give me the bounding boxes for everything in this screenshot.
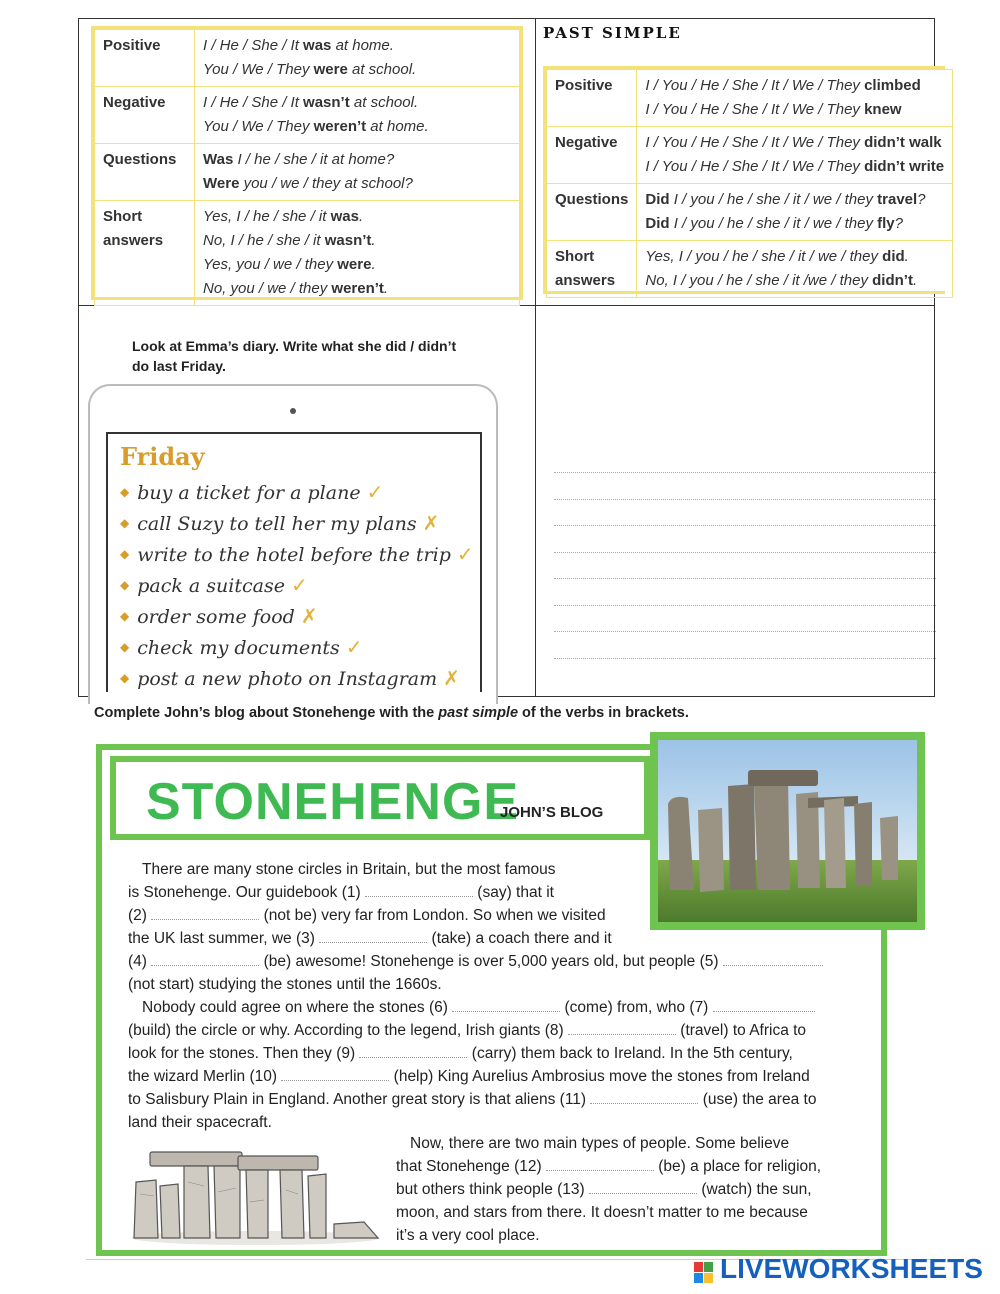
answer-line-input[interactable] xyxy=(554,578,936,579)
was-were-grammar-table xyxy=(91,26,523,300)
blog-text: (2) xyxy=(128,907,147,924)
blog-line xyxy=(128,881,823,904)
blog-text: (carry) them back to Ireland. In the 5th century, xyxy=(471,1045,793,1062)
diary-item-text: check my documents xyxy=(137,637,340,659)
grammar-row-label: Questions xyxy=(547,184,637,241)
diary-item-text: write to the hotel before the trip xyxy=(137,544,451,566)
grammar-keyword: didn’t walk xyxy=(864,134,942,151)
grammar-example-line xyxy=(645,212,944,236)
cross-mark-icon: ✗ xyxy=(443,666,460,690)
blog-line xyxy=(128,996,816,1019)
grammar-example-line xyxy=(203,253,511,277)
grammar-example-line xyxy=(645,74,944,98)
grammar-text: I / He / She / It xyxy=(203,94,304,111)
grammar-example-line xyxy=(203,277,511,301)
grammar-text: . xyxy=(904,248,909,265)
grammar-row xyxy=(547,184,953,241)
blog-text: (build) the circle or why. According to the legend, Irish giants (8) xyxy=(128,1022,564,1039)
grammar-example-line xyxy=(203,148,511,172)
grammar-row-examples xyxy=(195,144,520,201)
grammar-example-line xyxy=(645,131,944,155)
blank-2-input[interactable] xyxy=(151,908,259,920)
grammar-text: I / You / He / She / It / We / They xyxy=(645,158,865,175)
blog-text: that Stonehenge (12) xyxy=(396,1158,542,1175)
grammar-example-line xyxy=(645,188,944,212)
blank-8-input[interactable] xyxy=(568,1023,676,1035)
blog-line: moon, and stars from there. It doesn’t matter to me because xyxy=(396,1204,808,1221)
grammar-keyword: were xyxy=(313,61,348,78)
grammar-text: I / you / he / she / it / we / they xyxy=(669,191,878,208)
diary-item xyxy=(120,571,474,602)
grammar-text: I / You / He / She / It / We / They xyxy=(645,101,865,118)
blog-text: (help) King Aurelius Ambrosius move the stones from Ireland xyxy=(393,1068,810,1085)
grammar-keyword: did xyxy=(882,248,905,265)
blog-text: (be) awesome! Stonehenge is over 5,000 years old, but people (5) xyxy=(263,953,719,970)
grammar-text: at school. xyxy=(347,61,417,78)
grammar-example-line xyxy=(203,58,511,82)
grammar-row-examples xyxy=(637,184,953,241)
grammar-keyword: was xyxy=(330,208,359,225)
blog-text: (watch) the sun, xyxy=(701,1181,812,1198)
answer-line-input[interactable] xyxy=(554,658,936,659)
blog-text: look for the stones. Then they (9) xyxy=(128,1045,356,1062)
grammar-example-line xyxy=(203,229,511,253)
blog-text: the wizard Merlin (10) xyxy=(128,1068,278,1085)
grammar-row-label: Short answers xyxy=(547,241,637,298)
grammar-keyword: Were xyxy=(203,175,240,192)
blog-paragraph-1 xyxy=(128,858,823,996)
blog-line xyxy=(396,1155,821,1178)
answer-line-input[interactable] xyxy=(554,499,936,500)
blog-line xyxy=(128,1088,816,1111)
answer-line-input[interactable] xyxy=(554,525,936,526)
bullet-diamond-icon: ◆ xyxy=(120,640,130,654)
past-simple-title: PAST SIMPLE xyxy=(543,24,682,42)
grammar-example-line xyxy=(203,91,511,115)
grammar-example-line xyxy=(645,155,944,179)
check-mark-icon: ✓ xyxy=(290,573,308,597)
blog-line: There are many stone circles in Britain, but the most famous xyxy=(142,861,556,878)
diary-item-text: pack a suitcase xyxy=(137,575,285,597)
blog-line: land their spacecraft. xyxy=(128,1114,272,1131)
blank-9-input[interactable] xyxy=(359,1046,467,1058)
grammar-row xyxy=(547,70,953,127)
blog-line xyxy=(128,1042,816,1065)
grammar-example-line xyxy=(645,98,944,122)
grammar-keyword: wasn’t xyxy=(303,94,350,111)
grammar-row xyxy=(547,127,953,184)
blank-7-input[interactable] xyxy=(713,1000,815,1012)
grammar-row xyxy=(95,201,520,306)
diary-item-text: call Suzy to tell her my plans xyxy=(137,513,417,535)
grammar-row-examples xyxy=(195,87,520,144)
grammar-example-line xyxy=(645,269,944,293)
check-mark-icon: ✓ xyxy=(345,635,363,659)
blog-text: (say) that it xyxy=(477,884,554,901)
grammar-keyword: didn’t xyxy=(872,272,913,289)
blog-line xyxy=(128,927,823,950)
grammar-text: No, you / we / they xyxy=(203,280,332,297)
answer-line-input[interactable] xyxy=(554,472,936,473)
grammar-text: No, I / he / she / it xyxy=(203,232,325,249)
diary-item-text: buy a ticket for a plane xyxy=(137,482,361,504)
blog-line xyxy=(396,1178,821,1201)
blog-header-box xyxy=(110,756,650,840)
grammar-text: ? xyxy=(894,215,903,232)
answer-line-input[interactable] xyxy=(554,605,936,606)
blog-instruction xyxy=(94,703,689,723)
blog-line xyxy=(128,950,823,973)
bottom-right-cell-frame xyxy=(535,305,935,697)
grammar-keyword: weren’t xyxy=(331,280,384,297)
blog-line: (not start) studying the stones until the 1660s. xyxy=(128,976,442,993)
diary-item xyxy=(120,540,474,571)
diary-item-text: order some food xyxy=(137,606,295,628)
grammar-keyword: wasn’t xyxy=(324,232,372,249)
grammar-example-line xyxy=(645,245,944,269)
blank-13-input[interactable] xyxy=(589,1182,697,1194)
grammar-text: . xyxy=(912,272,918,289)
grammar-row xyxy=(95,144,520,201)
grammar-row-label: Negative xyxy=(95,87,195,144)
grammar-text: I / he / she / it at home? xyxy=(233,151,395,168)
blog-instruction-em: past simple xyxy=(438,705,519,721)
grammar-keyword: fly xyxy=(877,215,895,232)
grammar-row-examples xyxy=(195,201,520,306)
blog-instruction-post: of the verbs in brackets. xyxy=(518,705,689,721)
cross-mark-icon: ✗ xyxy=(300,604,318,628)
grammar-row-examples xyxy=(637,127,953,184)
grammar-keyword: climbed xyxy=(864,77,921,94)
tablet-camera-icon xyxy=(290,408,296,414)
blank-4-input[interactable] xyxy=(151,954,259,966)
grammar-row-examples xyxy=(637,70,953,127)
grammar-keyword: Did xyxy=(645,191,670,208)
bullet-diamond-icon: ◆ xyxy=(120,485,130,499)
grammar-text: No, I / you / he / she / it /we / they xyxy=(645,272,873,289)
diary-instruction-line1: Look at Emma’s diary. Write what she did / didn’t xyxy=(132,338,457,354)
grammar-row-label: Positive xyxy=(547,70,637,127)
blank-3-input[interactable] xyxy=(319,931,427,943)
bullet-diamond-icon: ◆ xyxy=(120,671,130,685)
grammar-example-line xyxy=(203,34,511,58)
grammar-row-examples xyxy=(637,241,953,298)
stonehenge-illustration xyxy=(128,1142,384,1246)
blog-paragraph-3 xyxy=(396,1132,821,1247)
bullet-diamond-icon: ◆ xyxy=(120,609,130,623)
grammar-keyword: was xyxy=(303,37,332,54)
grammar-keyword: were xyxy=(337,256,372,273)
blog-line: it’s a very cool place. xyxy=(396,1227,540,1244)
grammar-row-label: Positive xyxy=(95,30,195,87)
blog-text: Nobody could agree on where the stones (6) xyxy=(142,999,448,1016)
grammar-keyword: weren’t xyxy=(313,118,367,135)
blank-1-input[interactable] xyxy=(365,885,473,897)
diary-day-heading: Friday xyxy=(120,442,205,471)
grammar-text: at home. xyxy=(331,37,394,54)
check-mark-icon: ✓ xyxy=(366,480,384,504)
grammar-keyword: Was xyxy=(203,151,234,168)
answer-line-input[interactable] xyxy=(554,552,936,553)
grammar-text: You / We / They xyxy=(203,118,314,135)
blog-text: (be) a place for religion, xyxy=(658,1158,822,1175)
grammar-row xyxy=(547,241,953,298)
liveworksheets-logo-icon xyxy=(694,1262,714,1284)
blog-text: (use) the area to xyxy=(702,1091,817,1108)
diary-instruction-line2: do last Friday. xyxy=(132,358,226,374)
blog-text: (travel) to Africa to xyxy=(680,1022,807,1039)
grammar-keyword: Did xyxy=(645,215,670,232)
blog-paragraph-2 xyxy=(128,996,816,1134)
grammar-keyword: knew xyxy=(864,101,902,118)
blog-text: (come) from, who (7) xyxy=(564,999,709,1016)
blog-text: (take) a coach there and it xyxy=(431,930,612,947)
grammar-text: Yes, I / you / he / she / it / we / they xyxy=(645,248,883,265)
grammar-text: I / you / he / she / it / we / they xyxy=(669,215,878,232)
blog-text: but others think people (13) xyxy=(396,1181,585,1198)
grammar-text: . xyxy=(371,232,376,249)
grammar-row-label: Short answers xyxy=(95,201,195,306)
liveworksheets-logo-text: LIVEWORKSHEETS xyxy=(720,1253,983,1284)
grammar-text: ? xyxy=(917,191,926,208)
diary-item-text: post a new photo on Instagram xyxy=(137,668,438,690)
grammar-text: . xyxy=(358,208,364,225)
grammar-text: you / we / they at school? xyxy=(239,175,413,192)
check-mark-icon: ✓ xyxy=(456,542,474,566)
blog-line xyxy=(128,904,823,927)
diary-instruction xyxy=(132,336,456,376)
cross-mark-icon: ✗ xyxy=(422,511,440,535)
grammar-example-line xyxy=(203,205,511,229)
blog-instruction-pre: Complete John’s blog about Stonehenge with the xyxy=(94,705,439,721)
blank-12-input[interactable] xyxy=(546,1159,654,1171)
diary-item xyxy=(120,478,474,509)
diary-item xyxy=(120,602,474,633)
grammar-text: I / You / He / She / It / We / They xyxy=(645,134,865,151)
blank-5-input[interactable] xyxy=(723,954,823,966)
grammar-row xyxy=(95,30,520,87)
diary-item xyxy=(120,633,474,664)
blog-text: is Stonehenge. Our guidebook (1) xyxy=(128,884,361,901)
grammar-text: . xyxy=(383,280,389,297)
bullet-diamond-icon: ◆ xyxy=(120,578,130,592)
grammar-row xyxy=(95,87,520,144)
grammar-keyword: travel xyxy=(877,191,918,208)
blank-11-input[interactable] xyxy=(590,1092,698,1104)
diary-list xyxy=(120,478,474,695)
grammar-row-examples xyxy=(195,30,520,87)
blog-title: STONEHENGE xyxy=(146,773,520,831)
grammar-row-label: Negative xyxy=(547,127,637,184)
diary-item xyxy=(120,509,474,540)
grammar-text: Yes, you / we / they xyxy=(203,256,338,273)
grammar-example-line xyxy=(203,115,511,139)
answer-line-input[interactable] xyxy=(554,631,936,632)
blog-text: (4) xyxy=(128,953,147,970)
bullet-diamond-icon: ◆ xyxy=(120,516,130,530)
past-simple-grammar-table xyxy=(543,66,945,294)
grammar-row-label: Questions xyxy=(95,144,195,201)
diary-item xyxy=(120,664,474,695)
grammar-text: I / He / She / It xyxy=(203,37,304,54)
blog-line xyxy=(128,1019,816,1042)
blog-subtitle: JOHN’S BLOG xyxy=(500,804,604,821)
blog-text: (not be) very far from London. So when we visited xyxy=(263,907,606,924)
blank-10-input[interactable] xyxy=(281,1069,389,1081)
blog-text: to Salisbury Plain in England. Another great story is that aliens (11) xyxy=(128,1091,587,1108)
blog-line xyxy=(128,1065,816,1088)
grammar-text: Yes, I / he / she / it xyxy=(203,208,331,225)
bullet-diamond-icon: ◆ xyxy=(120,547,130,561)
tablet-device xyxy=(88,384,498,704)
grammar-text: I / You / He / She / It / We / They xyxy=(645,77,865,94)
grammar-text: at school. xyxy=(349,94,419,111)
tablet-screen xyxy=(106,432,482,692)
blank-6-input[interactable] xyxy=(452,1000,560,1012)
grammar-text: You / We / They xyxy=(203,61,314,78)
blog-text: the UK last summer, we (3) xyxy=(128,930,315,947)
grammar-example-line xyxy=(203,172,511,196)
grammar-text: . xyxy=(371,256,376,273)
blog-line: Now, there are two main types of people. Some believe xyxy=(410,1135,790,1152)
grammar-text: at home. xyxy=(366,118,429,135)
grammar-keyword: didn’t write xyxy=(864,158,945,175)
